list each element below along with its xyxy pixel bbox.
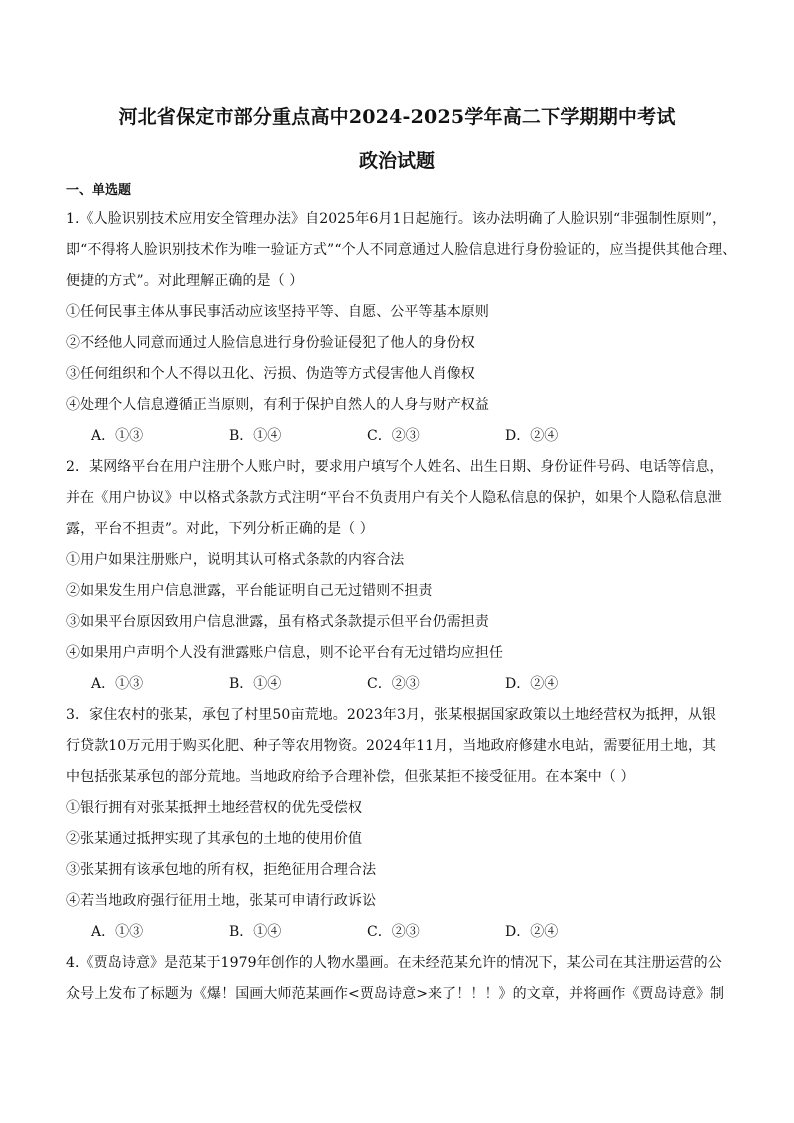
statement-item: ③如果平台原因致用户信息泄露，虽有格式条款提示但平台仍需担责 xyxy=(66,614,489,630)
statement-item: ①银行拥有对张某抵押土地经营权的优先受偿权 xyxy=(66,800,363,816)
exam-subtitle: 政治试题 xyxy=(358,150,435,172)
answer-option: A．①③ xyxy=(91,676,144,692)
answer-option: C．②③ xyxy=(367,676,420,692)
answer-option: C．②③ xyxy=(367,924,420,940)
answer-option: D．②④ xyxy=(505,676,559,692)
statement-item: ②不经他人同意而通过人脸信息进行身份验证侵犯了他人的身份权 xyxy=(66,335,475,351)
statement-item: ④处理个人信息遵循正当原则，有利于保护自然人的人身与财产权益 xyxy=(66,397,489,413)
question-1 xyxy=(66,204,742,452)
answer-option: B．①④ xyxy=(229,428,282,444)
exam-title: 河北省保定市部分重点高中2024-2025学年高二下学期期中考试 xyxy=(118,106,676,128)
question-stem-line: 即“不得将人脸识别技术作为唯一验证方式”“个人不同意通过人脸信息进行身份验证的，应当提供其他合理、 xyxy=(66,242,737,258)
statement-item: ③张某拥有该承包地的所有权，拒绝征用合理合法 xyxy=(66,862,377,878)
question-stem-line: 2．某网络平台在用户注册个人账户时，要求用户填写个人姓名、出生日期、身份证件号码、电话等信息， xyxy=(66,459,724,475)
answer-option: A．①③ xyxy=(91,924,144,940)
question-3 xyxy=(66,700,742,948)
statement-item: ④若当地政府强行征用土地，张某可申请行政诉讼 xyxy=(66,893,377,909)
question-stem-line: 便捷的方式”。对此理解正确的是（ ） xyxy=(66,273,304,289)
question-stem-line: 并在《用户协议》中以格式条款方式注明“平台不负责用户有关个人隐私信息的保护，如果个人隐私信息泄 xyxy=(66,490,722,506)
answer-options xyxy=(66,421,742,452)
answer-options xyxy=(66,917,742,948)
section-heading: 一、单选题 xyxy=(66,183,132,198)
statement-item: ①用户如果注册账户，说明其认可格式条款的内容合法 xyxy=(66,552,405,568)
question-2 xyxy=(66,452,742,700)
statement-item: ②如果发生用户信息泄露，平台能证明自己无过错则不担责 xyxy=(66,583,433,599)
question-stem-line: 露，平台不担责”。对此，下列分析正确的是（ ） xyxy=(66,521,374,537)
question-stem-line: 中包括张某承包的部分荒地。当地政府给予合理补偿，但张某拒不接受征用。在本案中（ ） xyxy=(66,769,635,785)
answer-option: D．②④ xyxy=(505,428,559,444)
answer-option: B．①④ xyxy=(229,676,282,692)
question-stem-line: 3．家住农村的张某，承包了村里50亩荒地。2023年3月，张某根据国家政策以土地经营权为抵押，从银 xyxy=(66,707,717,723)
answer-option: B．①④ xyxy=(229,924,282,940)
answer-option: C．②③ xyxy=(367,428,420,444)
statement-item: ④如果用户声明个人没有泄露账户信息，则不论平台有无过错均应担任 xyxy=(66,645,504,661)
statement-item: ②张某通过抵押实现了其承包的土地的使用价值 xyxy=(66,831,363,847)
answer-option: A．①③ xyxy=(91,428,144,444)
statement-item: ③任何组织和个人不得以丑化、污损、伪造等方式侵害他人肖像权 xyxy=(66,366,475,382)
question-list xyxy=(66,204,742,1010)
question-stem-line: 4.《贾岛诗意》是范某于1979年创作的人物水墨画。在未经范某允许的情况下，某公司在其注册运营的公 xyxy=(66,955,722,971)
question-4 xyxy=(66,948,742,1010)
question-stem-line: 行贷款10万元用于购买化肥、种子等农用物资。2024年11月，当地政府修建水电站，需要征用土地，其 xyxy=(66,738,717,754)
question-stem-line: 众号上发布了标题为《爆！国画大师范某画作<贾岛诗意>来了！！！》的文章，并将画作《贾岛诗意》制 xyxy=(66,986,725,1002)
answer-options xyxy=(66,669,742,700)
answer-option: D．②④ xyxy=(505,924,559,940)
statement-item: ①任何民事主体从事民事活动应该坚持平等、自愿、公平等基本原则 xyxy=(66,304,489,320)
question-stem-line: 1.《人脸识别技术应用安全管理办法》自2025年6月1日起施行。该办法明确了人脸识别“非强制性原则”， xyxy=(66,211,727,227)
